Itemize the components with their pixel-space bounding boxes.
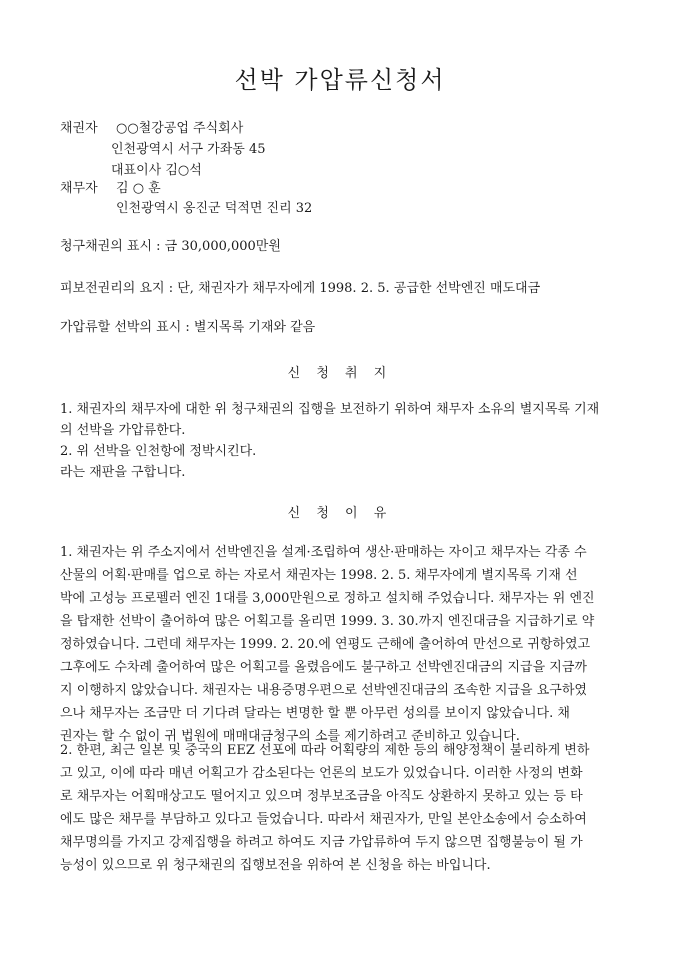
- reason-line: 그후에도 수차례 출어하여 많은 어획고를 올렸음에도 불구하고 선박엔진대금의 지급을 지금까: [60, 660, 587, 675]
- purpose-line: 2. 위 선박을 인천항에 정박시킨다.: [60, 444, 257, 459]
- reason-line: 고 있고, 이에 따라 매년 어획고가 감소된다는 언론의 보도가 있었습니다. 이러한 사정의 변화: [60, 766, 583, 781]
- reason-line: 권자는 할 수 없이 귀 법원에 매매대금청구의 소를 제기하려고 준비하고 있습니다.: [60, 729, 520, 744]
- reasons-paragraph-1: [60, 541, 595, 748]
- purpose-heading: 신 청 취 지: [287, 366, 393, 381]
- reasons-heading: 신 청 이 유: [287, 506, 393, 521]
- reason-line: 박에 고성능 프로펠러 엔진 1대를 3,000만원으로 정하고 설치해 주었습니다. 채무자는 위 엔진: [60, 591, 595, 606]
- reason-line: 2. 한편, 최근 일본 및 중국의 EEZ 선포에 따라 어획량의 제한 등의 해양정책이 불리하게 변하: [60, 743, 590, 758]
- reason-line: 채무명의를 가지고 강제집행을 하려고 하여도 지금 가압류하여 두지 않으면 집행불능이 될 가: [60, 835, 583, 850]
- vessel-display: 가압류할 선박의 표시 : 별지목록 기재와 같음: [60, 320, 316, 335]
- creditor-address: 인천광역시 서구 가좌동 45: [111, 142, 266, 157]
- reason-line: 지 이행하지 않았습니다. 채권자는 내용증명우편으로 선박엔진대금의 조속한 지급을 요구하였: [60, 683, 587, 698]
- reason-line: 능성이 있으므로 위 청구채권의 집행보전을 위하여 본 신청을 하는 바입니다.: [60, 858, 491, 873]
- reason-line: 로 채무자는 어획매상고도 떨어지고 있으며 정부보조금을 아직도 상환하지 못하고 있는 등 타: [60, 789, 583, 804]
- claim-display: 청구채권의 표시 : 금 30,000,000만원: [60, 239, 281, 254]
- reason-line: 정하였습니다. 그런데 채무자는 1999. 2. 20.에 연평도 근해에 출어하여 만선으로 귀항하였고: [60, 637, 591, 652]
- document-title: 선박 가압류신청서: [234, 66, 446, 94]
- reasons-paragraph-2: [60, 739, 589, 877]
- debtor-name: 김 ○ 훈: [116, 181, 161, 196]
- purpose-line: 1. 채권자의 채무자에 대한 위 청구채권의 집행을 보전하기 위하여 채무자 소유의 별지목록 기재: [60, 402, 600, 417]
- purpose-body: [60, 399, 599, 483]
- creditor-label: 채권자: [60, 121, 98, 136]
- reason-line: 1. 채권자는 위 주소지에서 선박엔진을 설계·조립하여 생산·판매하는 자이고 채무자는 각종 수: [60, 545, 587, 560]
- reason-line: 산물의 어획·판매를 업으로 하는 자로서 채권자는 1998. 2. 5. 채무자에게 별지목록 기재 선: [60, 568, 578, 583]
- reason-line: 으나 채무자는 조금만 더 기다려 달라는 변명한 할 뿐 아무런 성의를 보이지 않았습니다. 채: [60, 706, 570, 721]
- debtor-label: 채무자: [60, 181, 98, 196]
- debtor-address: 인천광역시 옹진군 덕적면 진리 32: [116, 201, 313, 216]
- purpose-line: 라는 재판을 구합니다.: [60, 465, 186, 480]
- reason-line: 에도 많은 채무를 부담하고 있다고 들었습니다. 따라서 채권자가, 만일 본안소송에서 승소하여: [60, 812, 587, 827]
- reason-line: 을 탑재한 선박이 출어하여 많은 어획고를 올리면 1999. 3. 30.까지 엔진대금을 지급하기로 약: [60, 614, 595, 629]
- creditor-name: ○○철강공업 주식회사: [116, 121, 244, 136]
- creditor-representative: 대표이사 김○석: [111, 163, 202, 178]
- preserved-right: 피보전권리의 요지 : 단, 채권자가 채무자에게 1998. 2. 5. 공급한 선박엔진 매도대금: [60, 281, 541, 296]
- purpose-line: 의 선박을 가압류한다.: [60, 423, 186, 438]
